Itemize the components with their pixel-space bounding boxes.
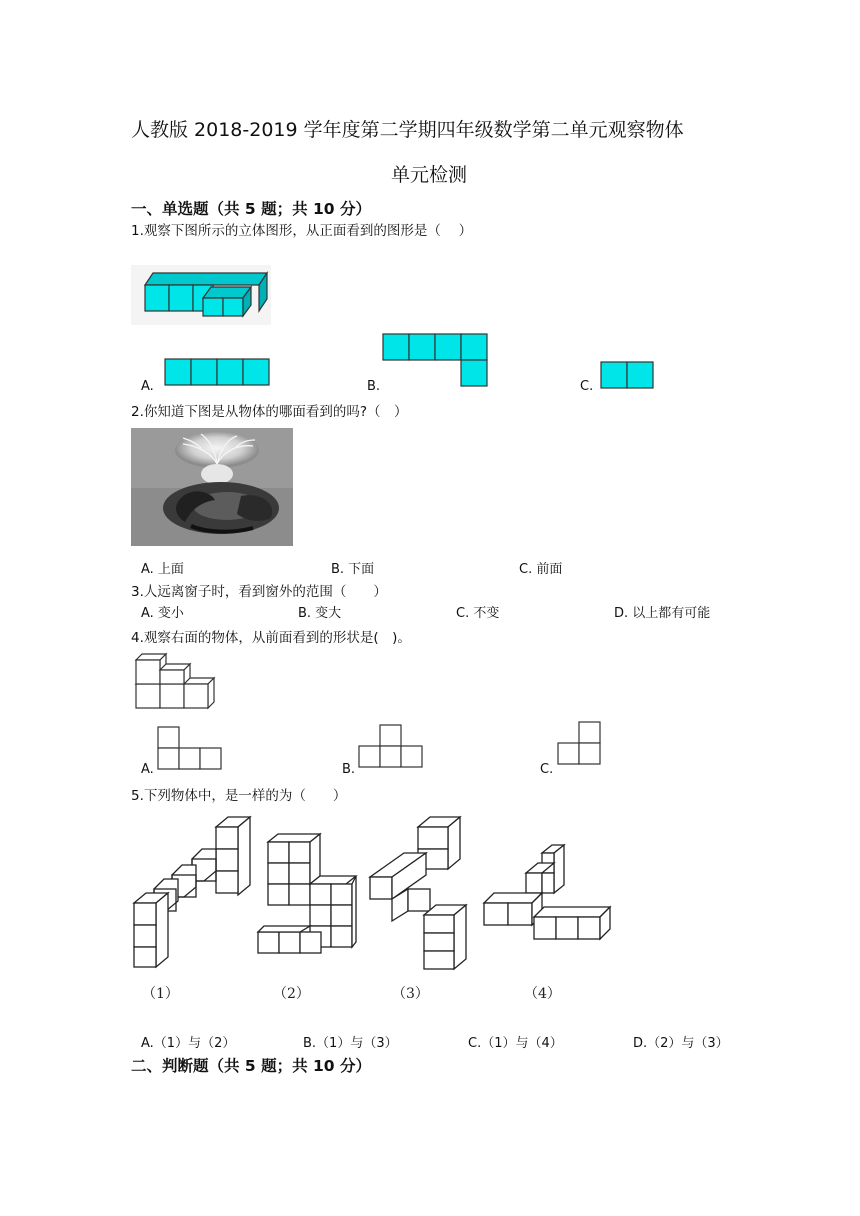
q4-option-a[interactable]: A.	[141, 762, 154, 777]
q2-option-c[interactable]: C. 前面	[519, 562, 563, 577]
q2-photo	[131, 428, 293, 546]
question-5-text: 5.下列物体中，是一样的为（ ）	[131, 788, 347, 804]
q1-option-a[interactable]: A.	[141, 379, 154, 394]
section-heading-true-false: 二、判断题（共 5 题；共 10 分）	[131, 1057, 371, 1075]
q1-option-a-figure	[164, 358, 270, 386]
q5-figure-1-label: （1）	[142, 986, 179, 1002]
question-4-text: 4.观察右面的物体，从前面看到的形状是( )。	[131, 630, 411, 646]
q4-option-b-figure	[358, 724, 424, 768]
page-subtitle: 单元检测	[391, 164, 468, 186]
q3-option-a[interactable]: A. 变小	[141, 606, 184, 621]
q2-option-b[interactable]: B. 下面	[331, 562, 375, 577]
q1-option-b-figure	[382, 333, 488, 387]
page-title: 人教版 2018-2019 学年度第二学期四年级数学第二单元观察物体	[131, 119, 684, 141]
q5-figure-1	[132, 815, 252, 970]
q4-option-b[interactable]: B.	[342, 762, 356, 777]
q1-solid-figure	[131, 265, 271, 325]
q5-option-b[interactable]: B.（1）与（3）	[303, 1036, 398, 1051]
q5-figure-3-label: （3）	[392, 986, 429, 1002]
section-heading-single-choice: 一、单选题（共 5 题；共 10 分）	[131, 200, 371, 218]
q5-option-c[interactable]: C.（1）与（4）	[468, 1036, 563, 1051]
q4-option-a-figure	[157, 726, 223, 770]
q4-solid-figure	[134, 650, 216, 710]
q5-option-a[interactable]: A.（1）与（2）	[141, 1036, 236, 1051]
q1-option-c-figure	[600, 361, 654, 389]
q3-option-c[interactable]: C. 不变	[456, 606, 500, 621]
q5-figure-2-label: （2）	[273, 986, 310, 1002]
q5-option-d[interactable]: D.（2）与（3）	[633, 1036, 729, 1051]
q3-option-b[interactable]: B. 变大	[298, 606, 342, 621]
q2-option-a[interactable]: A. 上面	[141, 562, 184, 577]
q4-option-c[interactable]: C.	[540, 762, 554, 777]
question-2-text: 2.你知道下图是从物体的哪面看到的吗?（ ）	[131, 404, 408, 420]
q1-option-c[interactable]: C.	[580, 379, 594, 394]
q3-option-d[interactable]: D. 以上都有可能	[614, 606, 711, 621]
q5-figure-2	[256, 832, 366, 967]
question-1-text: 1.观察下图所示的立体图形，从正面看到的图形是（ ）	[131, 223, 473, 239]
q5-figure-4-label: （4）	[524, 986, 561, 1002]
question-3-text: 3.人远离窗子时，看到窗外的范围（ ）	[131, 584, 387, 600]
q5-figure-3	[368, 815, 472, 973]
q5-figure-4	[482, 845, 614, 945]
q1-option-b[interactable]: B.	[367, 379, 381, 394]
q4-option-c-figure	[557, 721, 603, 765]
